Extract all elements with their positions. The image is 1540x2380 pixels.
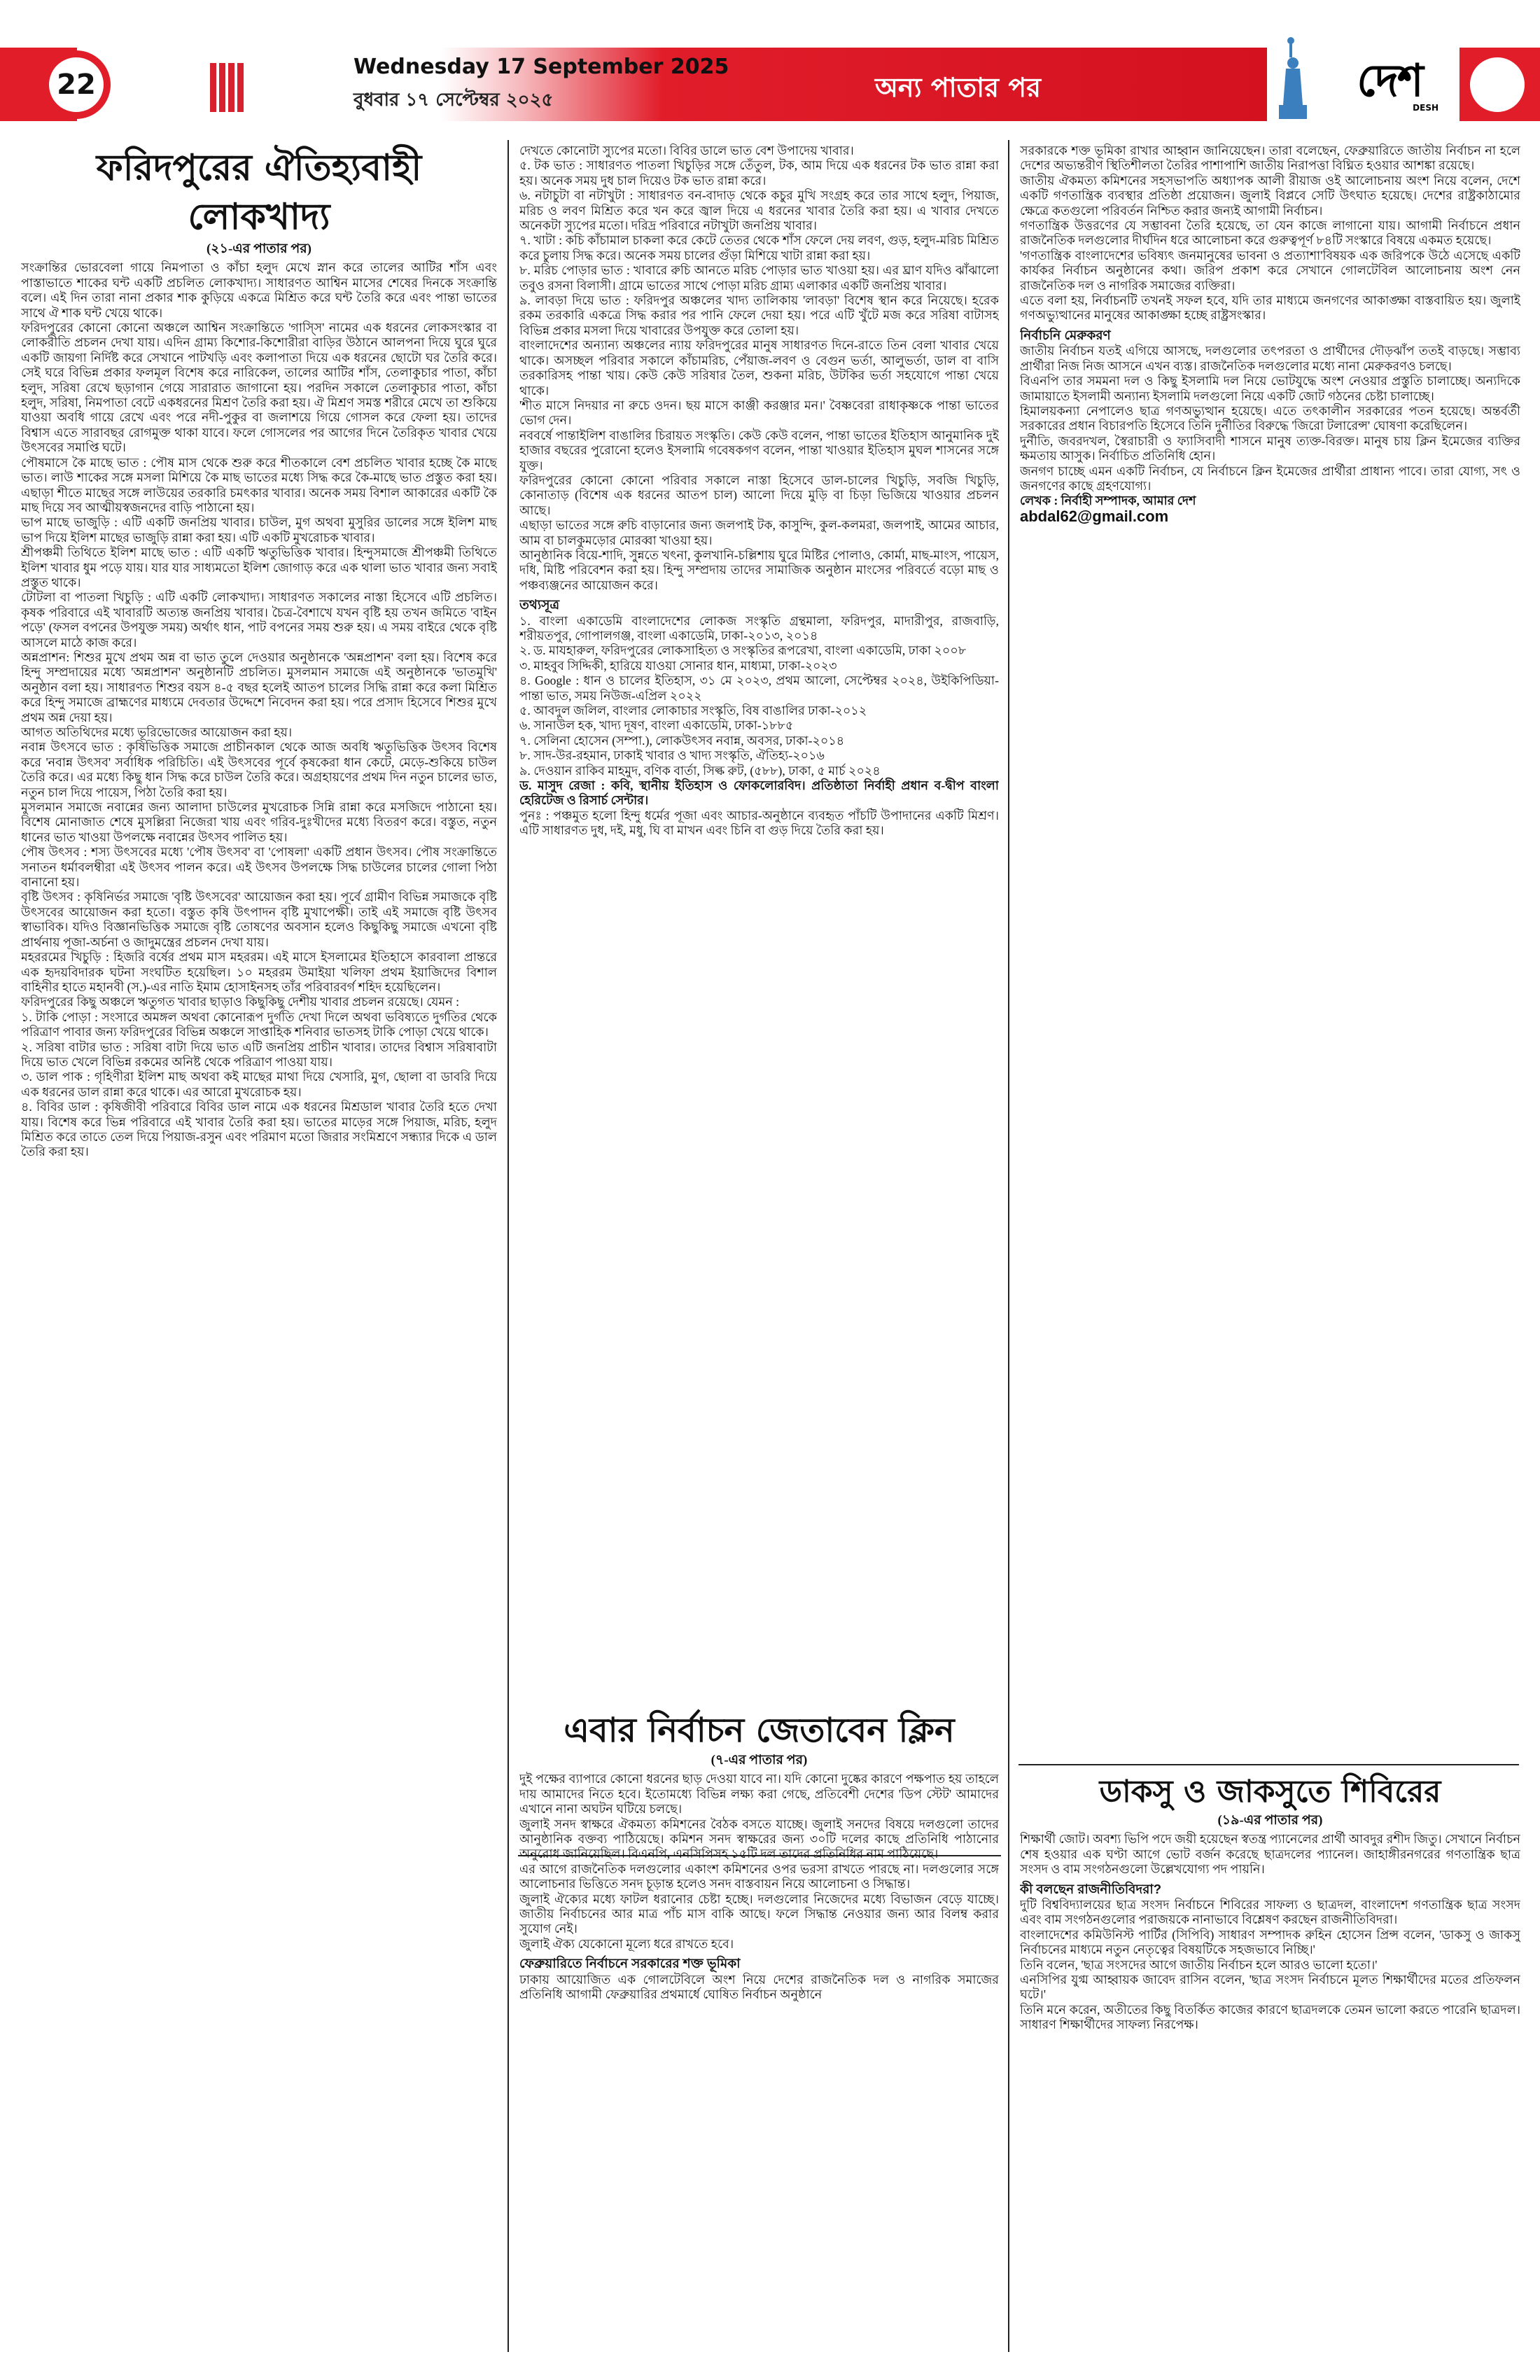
paragraph: ফরিদপুরের কোনো কোনো অঞ্চলে আশ্বিন সংক্রান্তিতে 'গাস্সি' নামের এক ধরনের লোকসংস্কার বা লোকরীতি প্রচলন দেখা যায়। এদিন গ্রাম্য কিশোর-কিশোরীরা বাড়ির উঠানে আলপনা দিয়ে ঘুরে ঘুরে একটি জায়গা নির্দিষ্ট করে সেখানে পাটখড়ি এবং কলাপাতা দিয়ে এক ধরনের ছোটো ঘর তৈরি করে। সেই ঘরে বিভিন্ন প্রকার ফলমূল বিশেষ করে নারিকেল, তালের আটির শাঁস, তেলাকুচার পাতা, কাঁচা হলুদ, সরিষা রেখে ছড়াগান গেয়ে সারারাত জাগানো হয়। পরদিন সকালে তেলাকুচার পাতা, কাঁচা হলুদ, সরিষা, নিমপাতা বেটে একধরনের মিশ্রণ তৈরি করা হয়। ঐ মিশ্রণ সমস্ত শরীরে মেখে তা শুকিয়ে যাওয়া অবধি গায়ে রেখে এবং পরে নদী-পুকুর বা জলাশয়ে গিয়ে গোসল করে ফেলা হয়। তাদের বিশ্বাস এতে সারাবছর রোগমুক্ত থাকা যাবে। ফলে গোসলের পর আগের দিনে তৈরিকৃত খাবার খেয়ে উৎসবের সমাপ্তি ঘটে। bbox=[21, 321, 497, 455]
paragraph: আনুষ্ঠানিক বিয়ে-শাদি, সুন্নতে খৎনা, কুলখানি-চল্লিশায় ঘুরে মিষ্টির পোলাও, কোর্মা, মাছ-মাংস, পায়েস, দধি, মিষ্টি পরিবেশন করা হয়। হিন্দু সম্প্রদায় তাদের সামাজিক অনুষ্ঠান মাংসের পরিবর্তে বড়ো মাছ ও পঞ্চব্যঞ্জনের আয়োজন করে। bbox=[519, 547, 999, 592]
paragraph: বিএনপি তার সমমনা দল ও কিছু ইসলামি দল নিয়ে ভোটযুদ্ধে অংশ নেওয়ার প্রস্তুতি চালাচ্ছে। অন্যদিকে জামায়াতে ইসলামী অন্যান্য ইসলামি দলগুলো নিয়ে একটি জোট গঠনের চেষ্টা চালাচ্ছে। bbox=[1020, 374, 1520, 403]
paragraph: গণতান্ত্রিক উত্তরণের যে সম্ভাবনা তৈরি হয়েছে, তা যেন কাজে লাগানো যায়। আগামী নির্বাচনে প্রধান রাজনৈতিক দলগুলোর দীর্ঘদিন ধরে আলোচনা করে গুরুত্বপূর্ণ ৮৪টি সংস্কারে বিষয়ে একমত হয়েছে। bbox=[1020, 218, 1520, 248]
paragraph: ২. সরিষা বাটার ভাত : সরিষা বাটা দিয়ে ভাত এটি জনপ্রিয় প্রাচীন খাবার। তাদের বিশ্বাস সরিষাবাটা দিয়ে ভাত খেলে বিভিন্ন রকমের অনিষ্ট থেকে পরিত্রাণ পাওয়া যায়। bbox=[21, 1040, 497, 1069]
paragraph: জুলাই ঐক্য যেকোনো মূল্যে ধরে রাখতে হবে। bbox=[519, 1936, 734, 1951]
continued-note: (১৯-এর পাতার পর) bbox=[1217, 1813, 1323, 1828]
paragraph: এর আগে রাজনৈতিক দলগুলোর একাংশ কমিশনের ওপর ভরসা রাখতে পারছে না। দলগুলোর সঙ্গে আলোচনার ভিত্তিতে সনদ চূড়ান্ত হলেও সনদ বাস্তবায়ন নিয়ে আলোচনা ও সিদ্ধান্ত। bbox=[519, 1861, 999, 1891]
paragraph: মুসলমান সমাজে নবান্নের জন্য আলাদা চাউলের মুখরোচক সিন্নি রান্না করে মসজিদে পাঠানো হয়। বিশেষ মোনাজাত শেষে মুসল্লিরা নিজেরা খায় এবং গরিব-দুঃখীদের মধ্যে বিতরণ করে। বস্তুত, নতুন ধানের ভাত খাওয়া উপলক্ষে নবান্নের উৎসব পালিত হয়। bbox=[21, 800, 497, 844]
author-byline: লেখক : নির্বাহী সম্পাদক, আমার দেশ bbox=[1020, 493, 1196, 508]
paragraph: জুলাই সনদ স্বাক্ষরে ঐকমত্য কমিশনের বৈঠক বসতে যাচ্ছে। জুলাই সনদের বিষয়ে দলগুলো তাদের আনুষ্ঠানিক বক্তব্য পাঠিয়েছে। কমিশন সনদ স্বাক্ষরের জন্য ৩০টি দলের কাছে প্রতিনিধি পাঠানোর অনুরোধ জানিয়েছিল। বিএনপি, এনসিপিসহ ১৫টি দল তাদের প্রতিনিধির নাম পাঠিয়েছে। bbox=[519, 1816, 999, 1861]
paragraph: সংক্রান্তির ভোরবেলা গায়ে নিমপাতা ও কাঁচা হলুদ মেখে স্নান করে তালের আটির শাঁস এবং পাস্তাভাতে শাকের ঘন্ট একটি প্রচলিত লোকখাদ্য। সাধারণত আশ্বিন মাসের শেষের দিনকে সংক্রান্তি বলে। এই দিন তারা নানা প্রকার শাক কুড়িয়ে একত্রে মিশ্রিত করে ঘন্ট তৈরি করে এবং পান্তা ভাতের সাথে ঐ শাক ঘন্ট খেয়ে থাকে। bbox=[21, 260, 497, 320]
paragraph: এতে বলা হয়, নির্বাচনটি তখনই সফল হবে, যদি তার মাধ্যমে জনগণের আকাঙ্ক্ষা বাস্তবায়িত হয়। জুলাই গণঅভ্যুত্থানের মানুষের আকাঙ্ক্ষা হচ্ছে রাষ্ট্রসংস্কার। bbox=[1020, 293, 1520, 323]
references-heading: তথ্যসূত্র bbox=[519, 597, 560, 612]
reference-item: ৯. দেওয়ান রাকিব মাহমুদ, বণিক বার্তা, সিল্ক রুট, (৫৮৮), ঢাকা, ৫ মার্চ ২০২৪ bbox=[519, 763, 881, 778]
reference-item: ৬. সানাউল হক, খাদ্য দূষণ, বাংলা একাডেমি, ঢাকা-১৮৮৫ bbox=[519, 718, 794, 733]
paragraph: ৮. মরিচ পোড়ার ভাত : খাবারে রুচি আনতে মরিচ পোড়ার ভাত খাওয়া হয়। এর ঘ্রাণ যদিও ঝাঁঝালো তবুও রসনা বিলাসী। গ্রামে ভাতের সাথে পোড়া মরিচ গ্রাম্য এলাকার একটি জনপ্রিয় খাবার। bbox=[519, 263, 999, 293]
subheading-politicians: কী বলছেন রাজনীতিবিদরা? bbox=[1020, 1881, 1162, 1896]
reference-item: ৮. সাদ-উর-রহমান, ঢাকাই খাবার ও খাদ্য সংস্কৃতি, ঐতিহ্য-২০১৬ bbox=[519, 748, 825, 763]
logo-subtext: DESH bbox=[1413, 103, 1438, 113]
paragraph: শ্রীপঞ্চমী তিথিতে ইলিশ মাছে ভাত : এটি একটি ঋতুভিত্তিক খাবার। হিন্দুসমাজে শ্রীপঞ্চমী তিথিতে ইলিশ খাবার ধুম পড়ে যায়। যার যার সাধ্যমতো ইলিশ জোগাড় করে এক থালা ভাত খাবার জন্য সবাই প্রস্তুত থাকে। bbox=[21, 545, 497, 589]
paragraph: শিক্ষার্থী জোট। অবশ্য ভিপি পদে জয়ী হয়েছেন স্বতন্ত্র প্যানেলের প্রার্থী আবদুর রশীদ জিতু। সেখানে নির্বাচন শেষ হওয়ার এক ঘণ্টা আগে ভোট বর্জন করেছে ছাত্রদলের প্যানেল। জাহাঙ্গীরনগরের গণতান্ত্রিক ছাত্র সংসদ ও বাম সংগঠনগুলো উল্লেখযোগ্য পদ পায়নি। bbox=[1020, 1832, 1520, 1877]
continued-note: (২১-এর পাতার পর) bbox=[206, 241, 312, 256]
paragraph: ৪. বিবির ডাল : কৃষিজীবী পরিবারে বিবির ডাল নামে এক ধরনের মিশ্রডাল খাবার তৈরি হতে দেখা যায়। বিশেষ করে ভিন্ন পরিবারে এই খাবার তৈরি করা হয়। ভাতের মাড়ের সঙ্গে পিয়াজ, মরিচ, হলুদ মিশ্রিত করে তাতে তেল দিয়ে পিয়াজ-রসুন এবং পরিমাণ মতো জিরার সংমিশ্রণে সন্ধ্যার দিকে এ ডাল তৈরি করা হয়। bbox=[21, 1100, 497, 1159]
paragraph: দুর্নীতি, জবরদখল, স্বৈরাচারী ও ফ্যাসিবাদী শাসনে মানুষ ত্যক্ত-বিরক্ত। মানুষ চায় ক্লিন ইমেজের ব্যক্তির ক্ষমতায় আসুক। নির্বাচিত প্রতিনিধি হোন। bbox=[1020, 433, 1520, 463]
paragraph: অন্নপ্রাশন: শিশুর মুখে প্রথম অন্ন বা ভাত তুলে দেওয়ার অনুষ্ঠানকে 'অন্নপ্রাশন' বলা হয়। বিশেষ করে হিন্দু সম্প্রদায়ের মধ্যে 'অন্নপ্রাশন' অনুষ্ঠানটি প্রচলিত। মুসলমান সমাজে এই অনুষ্ঠানকে 'ভাতমুখি' অনুষ্ঠান বলা হয়। সাধারণত শিশুর বয়স ৪-৫ বছর হলেই আতপ চালের সিদ্ধি রান্না করে কলা মিশ্রিত করে হিন্দু সমাজে ব্রাহ্মণের মাধ্যমে দেবতার উদ্দেশে নিবেদন করা হয়। পরে প্রসাদ হিসেবে শিশুর মুখে প্রথম অন্ন দেয়া হয়। bbox=[21, 650, 497, 724]
paragraph: ৩. ডাল পাক : গৃহিণীরা ইলিশ মাছ অথবা কই মাছের মাথা দিয়ে খেসারি, মুগ, ছোলা বা ডাবরি দিয়ে এক ধরনের ডাল রান্না করে থাকে। এর আরো মুখরোচক হয়। bbox=[21, 1070, 497, 1099]
paragraph: জাতীয় নির্বাচন যতই এগিয়ে আসছে, দলগুলোর তৎপরতা ও প্রার্থীদের দৌড়ঝাঁপ ততই বাড়ছে। সম্ভাব্য প্রার্থীরা নিজ নিজ আসনে এখন ব্যস্ত। রাজনৈতিক দলগুলোর মধ্যে নানা মেরুকরণও চলছে। bbox=[1020, 344, 1520, 373]
continued-note: (৭-এর পাতার পর) bbox=[710, 1753, 808, 1768]
paragraph: নবান্ন উৎসবে ভাত : কৃষিভিত্তিক সমাজে প্রাচীনকাল থেকে আজ অবধি ঋতুভিত্তিক উৎসব বিশেষ করে 'নবান্ন উৎসব' সর্বাধিক পরিচিতি। এই উৎসবের পূর্বে কৃষকেরা ধান কেটে, মেড়ে-শুকিয়ে চাউল তৈরি করে। এর মধ্যে কিছু ধান সিদ্ধ করে চাউল তৈরি করে। অগ্রহায়ণের প্রথম দিন নতুন চালের ভাত, নতুন চাল দিয়ে পায়েস, পিঠা তৈরি করা হয়। bbox=[21, 740, 497, 799]
paragraph: ৬. নটাচুটা বা নটাখুটা : সাধারণত বন-বাদাড় থেকে কচুর মুখি সংগ্রহ করে তার সাথে হলুদ, পিয়াজ, মরিচ ও লবণ মিশ্রিত করে খন করে জ্বাল দিয়ে এ ধরনের খাবার তৈরি করা হয়। এ খাবার দেখতে অনেকটা স্যুপের মতো। দরিদ্র পরিবারে নটাখুটা জনপ্রিয় খাবার। bbox=[519, 188, 999, 233]
paragraph: 'গণতান্ত্রিক বাংলাদেশের ভবিষ্যৎ জনমানুষের ভাবনা ও প্রত্যাশা'বিষয়ক এক জরিপকে উঠে এসেছে একটি কার্যকর নির্বাচন অনুষ্ঠানের কথা। জরিপ প্রকাশ করে সেখানে গোলটেবিল আলোচনায় অংশ নেন রাজনৈতিক দল ও নাগরিক সমাজের ব্যক্তিরা। bbox=[1020, 248, 1520, 293]
paragraph: পৌষ উৎসব : শস্য উৎসবের মধ্যে 'পৌষ উৎসব' বা 'পোষলা' একটি প্রধান উৎসব। পৌষ সংক্রান্তিতে সনাতন ধর্মাবলম্বীরা এই উৎসব পালন করে। এই উৎসব উপলক্ষে সিদ্ধ চাউলের চালের গোলা পিঠা বানানো হয়। bbox=[21, 845, 497, 890]
article-column-2 bbox=[519, 144, 999, 1844]
paragraph: দেখতে কোনোটা স্যুপের মতো। বিবির ডালে ভাত বেশ উপাদেয় খাবার। bbox=[519, 144, 854, 158]
paragraph: ফরিদপুরের কোনো কোনো পরিবার সকালে নাস্তা হিসেবে ডাল-চালের খিচুড়ি, সবজি খিচুড়ি, কোনাতাড় (বিশেষ এক ধরনের আতপ চাল) আলো দিয়ে মুড়ি বা চিড়া ভিজিয়ে খাওয়ার প্রচলন আছে। bbox=[519, 472, 999, 517]
headline-faridpur-food: ফরিদপুরের ঐতিহ্যবাহী লোকখাদ্য bbox=[96, 147, 422, 238]
paragraph: এছাড়া ভাতের সঙ্গে রুচি বাড়ানোর জন্য জলপাই টক, কাসুন্দি, কুল-কলমরা, জলপাই, আমের আচার, আম বা চালকুমড়োর মোরব্বা খাওয়া হয়। bbox=[519, 518, 999, 547]
paragraph: ফরিদপুরের কিছু অঞ্চলে ঋতুগত খাবার ছাড়াও কিছুকিছু দেশীয় খাবার প্রচলন রয়েছে। যেমন : bbox=[21, 995, 460, 1009]
paragraph: 'শীত মাসে নিদয়ার না রুচে ওদন। ছয় মাসে কাঞ্জী করঞ্জার মন।' বৈষ্ণবেরা রাধাকৃষ্ণকে পান্তা ভাতের ভোগ দেন। bbox=[519, 398, 999, 428]
reference-item: ১. বাংলা একাডেমি বাংলাদেশের লোকজ সংস্কৃতি গ্রন্থমালা, ফরিদপুর, মাদারীপুর, রাজবাড়ি, শরীয়তপুর, গোপালগঞ্জ, বাংলা একাডেমি, ঢাকা-২০১৩, ২০১৪ bbox=[519, 613, 999, 643]
page-number: 22 bbox=[42, 50, 111, 119]
paragraph: পুনঃ : পঞ্চমুত হলো হিন্দু ধর্মের পূজা এবং আচার-অনুষ্ঠানে ব্যবহৃত পাঁচটি উপাদানের একটি মিশ্রণ। এটি সাধারণত দুধ, দই, মধু, ঘি বা মাখন এবং চিনি বা গুড় দিয়ে তৈরি করা হয়। bbox=[519, 808, 999, 838]
paragraph: বৃষ্টি উৎসব : কৃষিনির্ভর সমাজে 'বৃষ্টি উৎসবের' আয়োজন করা হয়। পূর্বে গ্রামীণ বিভিন্ন সমাজকে বৃষ্টি উৎসবের আয়োজন করা হতো। বস্তুত কৃষি উৎপাদন বৃষ্টি মুখাপেক্ষী। তাই এই সমাজে বৃষ্টি উৎসব স্বাভাবিক। যদিও বিজ্ঞানভিত্তিক সমাজে বৃষ্টি তোষণের অবসান হলেও কিছুকিছু সমাজে এখনো বৃষ্টি প্রার্থনায় পূজা-অর্চনা ও জাদুমন্ত্রের প্রচলন দেখা যায়। bbox=[21, 890, 497, 949]
barcode-stripes-icon bbox=[210, 63, 246, 112]
paragraph: দুটি বিশ্ববিদ্যালয়ের ছাত্র সংসদ নির্বাচনে শিবিরের সাফল্য ও ছাত্রদল, বাংলাদেশ গণতান্ত্রিক ছাত্র সংসদ এবং বাম সংগঠনগুলোর পরাজয়কে নানাভাবে বিশ্লেষণ করছেন রাজনীতিবিদরা। bbox=[1020, 1898, 1520, 1927]
paragraph: তিনি বলেন, 'ছাত্র সংসদের আগে জাতীয় নির্বাচন হলে আরও ভালো হতো।' bbox=[1020, 1957, 1378, 1972]
column-divider bbox=[1008, 140, 1009, 2352]
date-english: Wednesday 17 September 2025 bbox=[354, 55, 729, 79]
headline-ducsu-jucsu: ডাকসু ও জাকসুতে শিবিরের bbox=[1099, 1774, 1441, 1809]
paragraph: জুলাই ঐক্যের মধ্যে ফাটল ধরানোর চেষ্টা হচ্ছে। দলগুলোর নিজেদের মধ্যে বিভাজন বেড়ে যাচ্ছে। জাতীয় নির্বাচনের আর মাত্র পাঁচ মাস বাকি আছে। ফলে সিদ্ধান্ত নেওয়ার জন্য আর বিলম্ব করার সুযোগ নেই। bbox=[519, 1891, 999, 1936]
paragraph: বাংলাদেশের অন্যান্য অঞ্চলের ন্যায় ফরিদপুরের মানুষ সাধারণত দিনে-রাতে তিন বেলা খাবার খেয়ে থাকে। অসচ্ছল পরিবার সকালে কাঁচামরিচ, পেঁয়াজ-লবণ ও বেগুন ভর্তা, আলুভর্তা, ডাল বা বাসি তরকারিসহ পান্তা খায়। কেউ কেউ সরিষার তৈল, শুকনা মরিচ, উটকির ভর্তা সহযোগে পান্তা খেয়ে থাকে। bbox=[519, 338, 999, 398]
paragraph: আগত অতিথিদের মধ্যে ভূরিভোজের আয়োজন করা হয়। bbox=[21, 725, 293, 739]
page-header bbox=[0, 35, 1540, 130]
subheading-february-election: ফেব্রুয়ারিতে নির্বাচনে সরকারের শক্ত ভূমিকা bbox=[519, 1956, 741, 1971]
author-email[interactable]: abdal62@gmail.com bbox=[1020, 507, 1169, 525]
paragraph: দুই পক্ষের ব্যাপারে কোনো ধরনের ছাড় দেওয়া যাবে না। যদি কোনো দুষ্কের কারণে পক্ষপাত হয় তাহলে দায় আমাদের নিতে হবে। ইতোমধ্যে বিভিন্ন লক্ষ্য করা গেছে, প্রতিবেশী দেশের 'ডিপ স্টেট' আমাদের এখানে নানা অঘটন ঘটিয়ে চলছে। bbox=[519, 1772, 999, 1816]
section-divider bbox=[1018, 1764, 1519, 1765]
paragraph: বাংলাদেশের কমিউনিস্ট পার্টির (সিপিবি) সাধারণ সম্পাদক রুহিন হোসেন প্রিন্স বলেন, 'ডাকসু ও জাকসু নির্বাচনের মাধ্যমে নতুন নেতৃত্বের বিষয়টিকে সহজভাবে নিচ্ছি।' bbox=[1020, 1927, 1520, 1957]
statue-of-liberty-icon bbox=[1270, 35, 1312, 122]
section-title: অন্য পাতার পর bbox=[875, 72, 1042, 103]
paragraph: ৫. টক ভাত : সাধারণত পাতলা খিচুড়ির সঙ্গে তেঁতুল, টক, আম দিয়ে এক ধরনের টক ভাত রান্না করা হয়। অনেক সময় দুধ চাল দিয়েও টক ভাত রান্না করে। bbox=[519, 158, 999, 188]
paragraph: মহররমের খিচুড়ি : হিজরি বর্ষের প্রথম মাস মহররম। এই মাসে ইসলামের ইতিহাসে কারবালা প্রান্তরে এক হৃদয়বিদারক ঘটনা সংঘটিত হয়েছিল। ১০ মহররম উমাইয়া খলিফা প্রথম ইয়াজিদের বিশাল বাহিনীর হাতে মহানবী (স.)-এর নাতি ইমাম হোসাইনসহ তাঁর পরিবারবর্গ শহিদ হয়েছিলেন। bbox=[21, 950, 497, 994]
article-column-1 bbox=[21, 144, 497, 2362]
reference-item: ২. ড. মাযহারুল, ফরিদপুরের লোকসাহিত্য ও সংস্কৃতির রূপরেখা, বাংলা একাডেমি, ঢাকা ২০০৮ bbox=[519, 643, 967, 658]
subheading-electoral-polarization: নির্বাচনি মেরুকরণ bbox=[1020, 327, 1111, 342]
paragraph: নববর্ষে পান্তাইলিশ বাঙালির চিরায়ত সংস্কৃতি। কেউ কেউ বলেন, পান্তা ভাতের ইতিহাস আনুমানিক দুই হাজার বছরের পুরোনো হলেও ইসলামি গবেষকগণ বলেন, পান্তা খাওয়ার ইতিহাস মুঘল শাসনের সঙ্গে যুক্ত। bbox=[519, 428, 999, 472]
paragraph: ভাপ মাছে ভাজুড়ি : এটি একটি জনপ্রিয় খাবার। চাউল, মুগ অথবা মুসুরির ডালের সঙ্গে ইলিশ মাছ ভাপ দিয়ে ইলিশ মাছের ভাজুড়ি রান্না করা হয়। এটি একটি মুখরোচক খাবার। bbox=[21, 515, 497, 545]
article-ducsu-jucsu bbox=[1020, 1771, 1520, 2366]
paragraph: টোটলা বা পাতলা খিচুড়ি : এটি একটি লোকখাদ্য। সাধারণত সকালের নাস্তা হিসেবে এটি প্রচলিত। কৃষক পরিবারে এই খাবারটি অত্যন্ত জনপ্রিয় খাবার। চৈত্র-বৈশাখে যখন বৃষ্টি হয় তখন জমিতে 'বাইন পড়ে' (ফসল বপনের উপযুক্ত সময়) অর্থাৎ ধান, পাট বপনের সময় শুরু হয়। এ সময় বাইরে থেকে বৃষ্টি আসলে মাঠে কাজ করে। bbox=[21, 590, 497, 650]
paragraph: পৌষমাসে কৈ মাছে ভাত : পৌষ মাস থেকে শুরু করে শীতকালে বেশ প্রচলিত খাবার হচ্ছে কৈ মাছে ভাত। লাউ শাকের সঙ্গে মসলা মিশিয়ে কৈ মাছ ভাতের মধ্যে সিদ্ধ করে কৈ-মাছে ভাত প্রস্তুত করা হয়। এছাড়া শীতে মাছের সঙ্গে লাউয়ের তরকারি চমৎকার খাবার। অনেক সময় বিশাল আকারের একটি কৈ মাছ দিয়ে সব আত্মীয়স্বজনদের বাড়ি পাঠানো হয়। bbox=[21, 455, 497, 514]
date-bangla: বুধবার ১৭ সেপ্টেম্বর ২০২৫ bbox=[354, 90, 554, 111]
paragraph: তিনি মনে করেন, অতীতের কিছু বিতর্কিত কাজের কারণে ছাত্রদলকে তেমন ভালো করতে পারেনি ছাত্রদল। সাধারণ শিক্ষার্থীদের সাফল্য নিরপেক্ষ। bbox=[1020, 2002, 1520, 2032]
paragraph: ৭. খাটা : কচি কাঁচামাল চাকলা করে কেটে তেতর থেকে শাঁস ফেলে দেয় লবণ, গুড়, হলুদ-মরিচ মিশ্রিত করে চুলায় সিদ্ধ করে। অনেক সময় চালের গুঁড়া মিশিয়ে খাটা রান্না করা হয়। bbox=[519, 233, 999, 262]
paragraph: ঢাকায় আয়োজিত এক গোলটেবিলে অংশ নিয়ে দেশের রাজনৈতিক দল ও নাগরিক সমাজের প্রতিনিধি আগামী ফেব্রুয়ারির প্রথমার্ধে ঘোষিত নির্বাচন অনুষ্ঠানে bbox=[519, 1972, 999, 2002]
paragraph: এনসিপির যুগ্ম আহ্বায়ক জাবেদ রাসিন বলেন, 'ছাত্র সংসদ নির্বাচনে মূলত শিক্ষার্থীদের মতের প্রতিফলন ঘটে।' bbox=[1020, 1973, 1520, 2002]
article-election-clean bbox=[519, 1708, 999, 2366]
logo-text: দেশ bbox=[1357, 55, 1422, 107]
reference-item: ৭. সেলিনা হোসেন (সম্পা.), লোকউৎসব নবান্ন, অবসর, ঢাকা-২০১৪ bbox=[519, 733, 845, 748]
author-note: ড. মাসুদ রেজা : কবি, স্থানীয় ইতিহাস ও ফোকলোরবিদ। প্রতিষ্ঠাতা নির্বাহী প্রধান ব-দ্বীপ বাংলা হেরিটেজ ও রিসার্চ সেন্টার। bbox=[519, 778, 999, 808]
newspaper-logo bbox=[1326, 48, 1452, 121]
reference-item: ৪. Google : ধান ও চালের ইতিহাস, ৩১ মে ২০২৩, প্রথম আলো, সেপ্টেম্বর ২০২৪, উইকিপিডিয়া-পান্তা ভাত, সময় নিউজ-এপ্রিল ২০২২ bbox=[519, 673, 999, 703]
header-right-circle bbox=[1463, 50, 1532, 119]
paragraph: ৯. লাবড়া দিয়ে ভাত : ফরিদপুর অঞ্চলের খাদ্য তালিকায় 'লাবড়া' বিশেষ স্থান করে নিয়েছে। হরেক রকম তরকারি একত্রে সিদ্ধ করার পর পানি ফেলে দেয়া হয়। পরে এটি খুঁটে মজ করে সরিষা বাটাসহ বিভিন্ন প্রকার মসলা দিয়ে খাবারের উপযুক্ত করে তোলা হয়। bbox=[519, 293, 999, 337]
article-column-3 bbox=[1020, 144, 1520, 1754]
paragraph: হিমালয়কন্যা নেপালেও ছাত্র গণঅভ্যুত্থান হয়েছে। এতে তৎকালীন সরকারের পতন হয়েছে। অন্তর্বর্তী সরকারের প্রধান বিচারপতি হিসেবে তিনি দুর্নীতির বিরুদ্ধে 'জিরো টলারেন্স' ঘোষণা করেছিলেন। bbox=[1020, 403, 1520, 433]
paragraph: জাতীয় ঐকমত্য কমিশনের সহসভাপতি অধ্যাপক আলী রীয়াজ ওই আলোচনায় অংশ নিয়ে বলেন, দেশে একটি গণতান্ত্রিক ব্যবস্থার প্রতিষ্ঠা প্রয়োজন। জুলাই বিপ্লবে সেটি উৎঘাত হয়েছে। দেশের রাষ্ট্রকাঠামোর ক্ষেত্রে কতগুলো পরিবর্তন নিশ্চিত করার জন্যই আগামী নির্বাচন। bbox=[1020, 173, 1520, 218]
column-divider bbox=[507, 140, 509, 2352]
reference-item: ৩. মাহবুব সিদ্দিকী, হারিয়ে যাওয়া সোনার ধান, মাধ্যমা, ঢাকা-২০২৩ bbox=[519, 658, 837, 673]
reference-item: ৫. আবদুল জলিল, বাংলার লোকাচার সংস্কৃতি, বিষ বাঙালির ঢাকা-২০১২ bbox=[519, 704, 867, 718]
paragraph: ১. টাকি পোড়া : সংসারে অমঙ্গল অথবা কোনোরূপ দুর্গতি দেখা দিলে অথবা ভবিষ্যতে দুর্গতির থেকে পরিত্রাণ পাবার জন্য ফরিদপুরের বিভিন্ন অঞ্চলে সাপ্তাহিক শনিবার ভাতসহ টাকি পোড়া খেয়ে থাকে। bbox=[21, 1009, 497, 1040]
paragraph: সরকারকে শক্ত ভূমিকা রাখার আহ্বান জানিয়েছেন। তারা বলেছেন, ফেব্রুয়ারিতে জাতীয় নির্বাচন না হলে দেশের অভ্যন্তরীণ স্থিতিশীলতা তৈরির পাশাপাশি জাতীয় নিরাপত্তা বিঘ্নিত হওয়ার আশঙ্কা রয়েছে। bbox=[1020, 144, 1520, 173]
paragraph: জনগণ চাচ্ছে এমন একটি নির্বাচন, যে নির্বাচনে ক্লিন ইমেজের প্রার্থীরা প্রাধান্য পাবে। তারা যোগ্য, সৎ ও জনগণের কাছে গ্রহণযোগ্য। bbox=[1020, 463, 1520, 493]
headline-election-clean: এবার নির্বাচন জেতাবেন ক্লিন bbox=[564, 1711, 955, 1750]
